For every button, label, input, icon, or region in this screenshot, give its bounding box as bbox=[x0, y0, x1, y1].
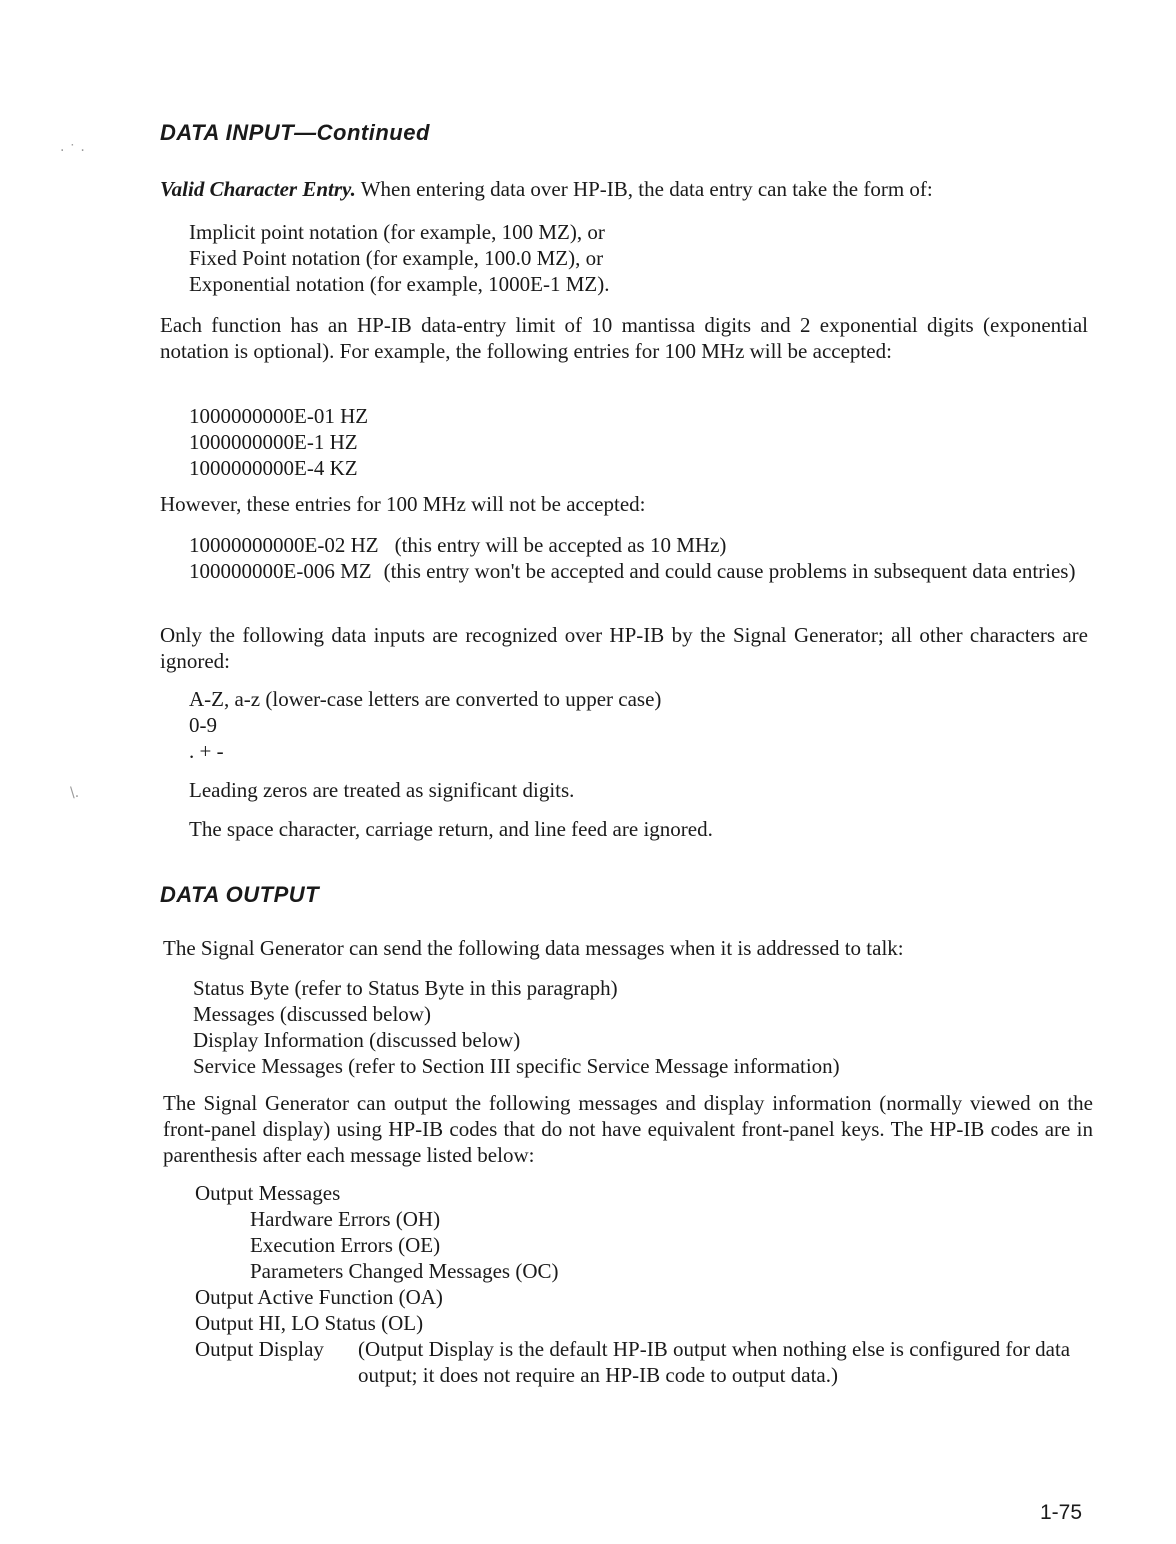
output-paragraph: The Signal Generator can output the following messages and display information (normally viewed on the front-panel display) using HP-IB codes that do not have equivalent front-panel keys. The HP-IB codes are in parenthesis after each message listed below: bbox=[163, 1091, 1093, 1167]
limit-paragraph: Each function has an HP-IB data-entry limit of 10 mantissa digits and 2 exponential digits (exponential notation is optional). For example, the following entries for 100 MHz will be accepted: bbox=[160, 313, 1088, 363]
code-item-display bbox=[195, 1336, 1095, 1388]
accepted-entry: 1000000000E-1 HZ bbox=[189, 430, 358, 454]
output-message-item: Status Byte (refer to Status Byte in this paragraph) bbox=[193, 976, 618, 1000]
code-item-output-messages: Output Messages bbox=[195, 1181, 341, 1205]
recognized-input: . + - bbox=[189, 739, 224, 763]
output-message-item: Messages (discussed below) bbox=[193, 1002, 431, 1026]
output-intro: The Signal Generator can send the following data messages when it is addressed to talk: bbox=[163, 936, 904, 960]
rejected-entry bbox=[189, 558, 1089, 584]
section-heading-data-input: DATA INPUT—Continued bbox=[160, 120, 430, 145]
accepted-entry: 1000000000E-01 HZ bbox=[189, 404, 369, 428]
notation-item: Fixed Point notation (for example, 100.0 MZ), or bbox=[189, 246, 604, 270]
accepted-entry: 1000000000E-4 KZ bbox=[189, 456, 358, 480]
section-heading-data-output: DATA OUTPUT bbox=[160, 882, 320, 907]
accepted-entries-list bbox=[189, 403, 368, 481]
code-item-active-function: Output Active Function (OA) bbox=[195, 1285, 443, 1309]
output-message-item: Service Messages (refer to Section III specific Service Message information) bbox=[193, 1054, 840, 1078]
scan-speck: \. bbox=[70, 785, 80, 801]
rejected-entry-note: (this entry will be accepted as 10 MHz) bbox=[394, 533, 727, 557]
rejected-entries-list bbox=[189, 532, 1089, 584]
rejected-entry-note: (this entry won't be accepted and could cause problems in subsequent data entries) bbox=[383, 559, 1076, 583]
valid-entry-paragraph bbox=[160, 176, 1080, 202]
output-message-item: Display Information (discussed below) bbox=[193, 1028, 521, 1052]
code-display-desc: (Output Display is the default HP-IB output when nothing else is configured for data output; it does not require an HP-IB code to output data.) bbox=[358, 1337, 1071, 1387]
rejected-intro: However, these entries for 100 MHz will not be accepted: bbox=[160, 492, 646, 516]
output-message-list bbox=[193, 975, 840, 1079]
valid-entry-text: When entering data over HP-IB, the data entry can take the form of: bbox=[355, 177, 933, 201]
code-item-hi-lo: Output HI, LO Status (OL) bbox=[195, 1311, 424, 1335]
recognized-intro: Only the following data inputs are recognized over HP-IB by the Signal Generator; all other characters are ignored: bbox=[160, 623, 1088, 673]
leading-zeros-note: Leading zeros are treated as significant digits. bbox=[189, 778, 575, 802]
rejected-entry-code: 100000000E-006 MZ bbox=[189, 559, 372, 583]
page-number: 1-75 bbox=[1040, 1501, 1083, 1524]
rejected-entry-code: 10000000000E-02 HZ bbox=[189, 533, 379, 557]
code-display-label: Output Display bbox=[195, 1337, 324, 1361]
valid-entry-runin: Valid Character Entry. bbox=[160, 177, 356, 201]
code-subitem: Parameters Changed Messages (OC) bbox=[250, 1259, 559, 1283]
code-subitem: Hardware Errors (OH) bbox=[250, 1207, 441, 1231]
code-subitem: Execution Errors (OE) bbox=[250, 1233, 441, 1257]
rejected-entry bbox=[189, 532, 1089, 558]
recognized-input: 0-9 bbox=[189, 713, 217, 737]
scan-speck: · ˙ · bbox=[60, 143, 85, 159]
notation-item: Exponential notation (for example, 1000E-1 MZ). bbox=[189, 272, 610, 296]
recognized-inputs-list bbox=[189, 686, 661, 764]
notation-list bbox=[189, 219, 609, 297]
notation-item: Implicit point notation (for example, 100 MZ), or bbox=[189, 220, 605, 244]
recognized-input: A-Z, a-z (lower-case letters are converted to upper case) bbox=[189, 687, 662, 711]
hpib-code-list bbox=[195, 1180, 1095, 1388]
space-note: The space character, carriage return, and line feed are ignored. bbox=[189, 817, 713, 841]
